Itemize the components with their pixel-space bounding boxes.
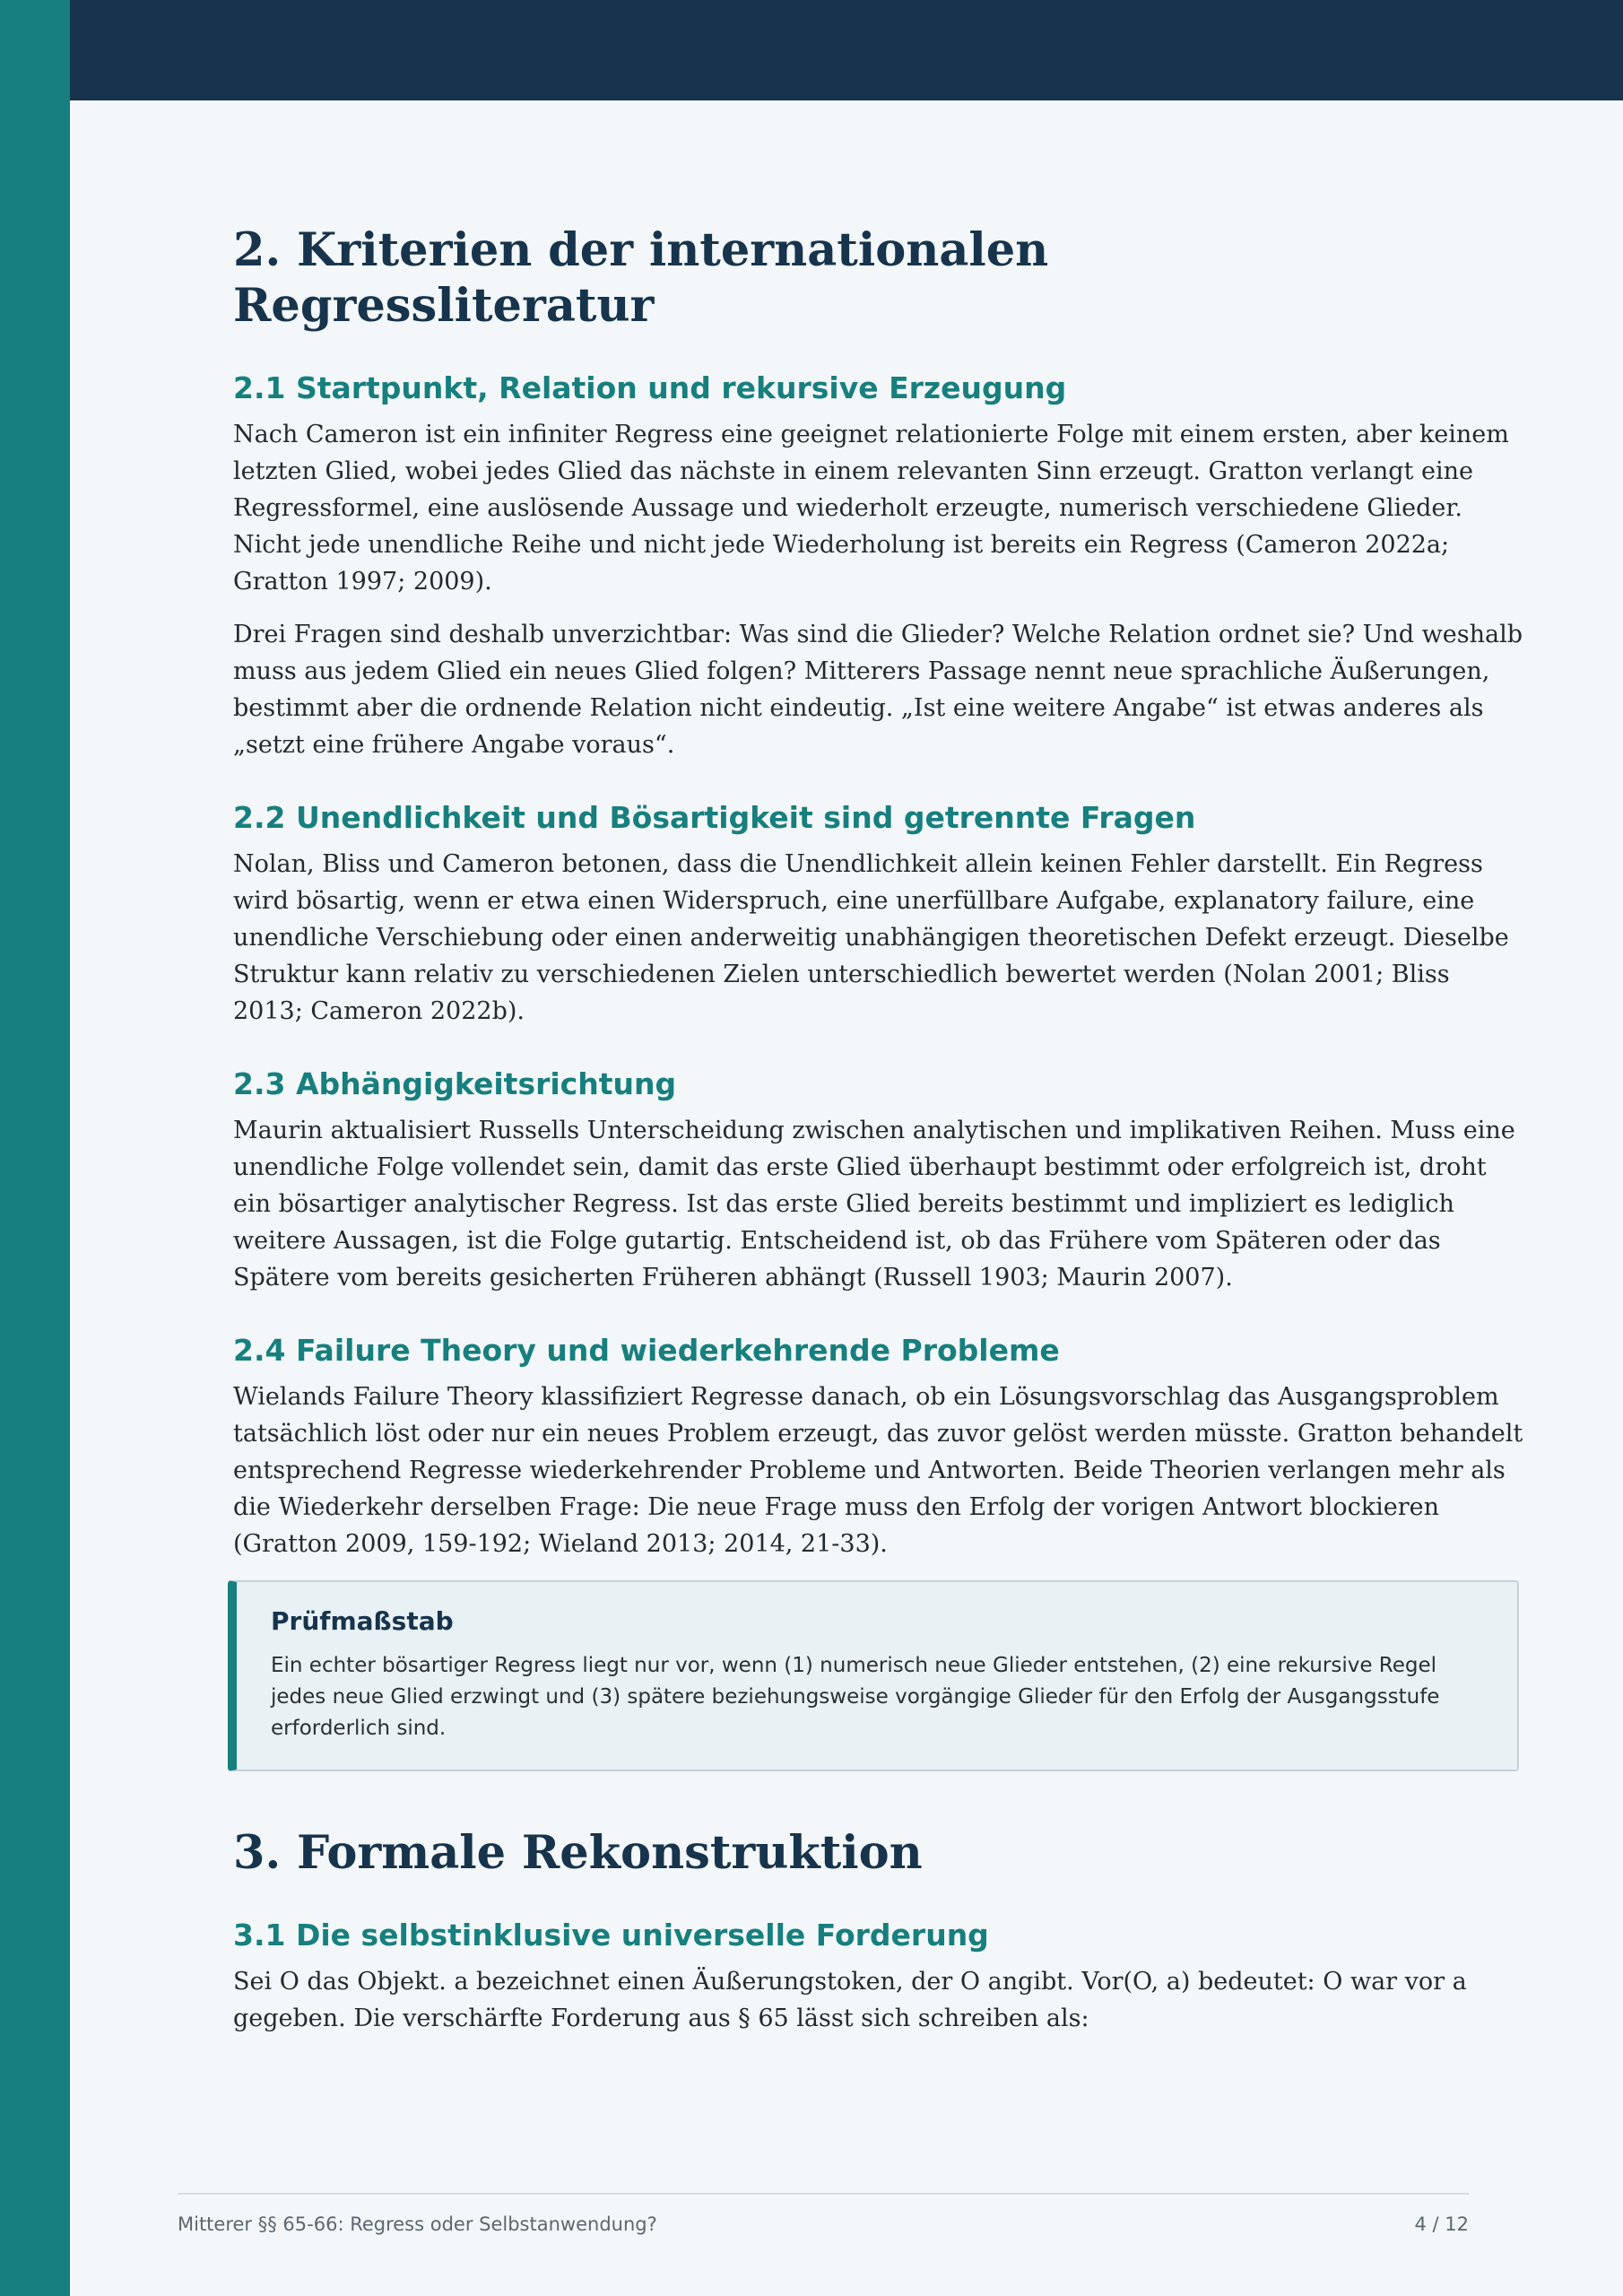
top-header-bar <box>70 0 1623 100</box>
footer-divider <box>178 2193 1469 2195</box>
side-accent-bar <box>0 0 70 2296</box>
subsection-3-1-paragraph-1: Sei O das Objekt. a bezeichnet einen Äußerungstoken, der O angibt. Vor(O, a) bedeutet: O war vor a gegeben. Die verschärfte Forderung aus § 65 lässt sich schreiben als: <box>233 1968 1467 2032</box>
subsection-2-1-heading: 2.1 Startpunkt, Relation und rekursive Erzeugung <box>233 370 1067 405</box>
callout-text: Ein echter bösartiger Regress liegt nur vor, wenn (1) numerisch neue Glieder entstehen, (2) eine rekursive Regel jedes neue Glied erzwingt und (3) spätere beziehungsweise vorgängige Glieder für den Erfolg der Ausgangsstufe erforderlich sind. <box>271 1654 1440 1740</box>
footer-running-title: Mitterer §§ 65-66: Regress oder Selbstanwendung? <box>178 2213 657 2235</box>
callout-title: Prüfmaßstab <box>271 1606 454 1636</box>
subsection-2-1-paragraph-2: Drei Fragen sind deshalb unverzichtbar: Was sind die Glieder? Welche Relation ordnet sie? Und weshalb muss aus jedem Glied ein neues Glied folgen? Mitterers Passage nennt neue sprachliche Äußerungen, bestimmt aber die ordnende Relation nicht eindeutig. „Ist eine weitere Angabe“ ist etwas anderes als „setzt eine frühere Angabe voraus“. <box>233 621 1523 759</box>
section-3-heading: 3. Formale Rekonstruktion <box>233 1826 923 1880</box>
page-content <box>233 222 1524 2053</box>
subsection-2-4-heading: 2.4 Failure Theory und wiederkehrende Probleme <box>233 1333 1060 1368</box>
section-2-heading-line1: 2. Kriterien der internationalen <box>233 223 1049 277</box>
criteria-callout-box <box>228 1580 1519 1771</box>
subsection-3-1-heading: 3.1 Die selbstinklusive universelle Forderung <box>233 1918 989 1952</box>
subsection-2-1-paragraph-1: Nach Cameron ist ein infiniter Regress eine geeignet relationierte Folge mit einem ersten, aber keinem letzten Glied, wobei jedes Glied das nächste in einem relevanten Sinn erzeugt. Gratton verlangt eine Regressformel, eine auslösende Aussage und wiederholt erzeugte, numerisch verschiedene Glieder. Nicht jede unendliche Reihe und nicht jede Wiederholung ist bereits ein Regress (Cameron 2022a; Gratton 1997; 2009). <box>233 421 1509 596</box>
section-2-heading-line2: Regressliteratur <box>233 279 655 333</box>
footer-page-number: 4 / 12 <box>1414 2213 1469 2235</box>
subsection-2-4-paragraph-1: Wielands Failure Theory klassifiziert Regresse danach, ob ein Lösungsvorschlag das Ausgangsproblem tatsächlich löst oder nur ein neues Problem erzeugt, das zuvor gelöst werden müsste. Gratton behandelt entsprechend Regresse wiederkehrender Probleme und Antworten. Beide Theorien verlangen mehr als die Wiederkehr derselben Frage: Die neue Frage muss den Erfolg der vorigen Antwort blockieren (Gratton 2009, 159-192; Wieland 2013; 2014, 21-33). <box>233 1383 1523 1558</box>
subsection-2-3-heading: 2.3 Abhängigkeitsrichtung <box>233 1066 677 1101</box>
section-2-heading <box>233 222 1524 334</box>
subsection-2-2-heading: 2.2 Unendlichkeit und Bösartigkeit sind getrennte Fragen <box>233 800 1196 835</box>
subsection-2-2-paragraph-1: Nolan, Bliss und Cameron betonen, dass die Unendlichkeit allein keinen Fehler darstellt. Ein Regress wird bösartig, wenn er etwa einen Widerspruch, eine unerfüllbare Aufgabe, explanatory failure, eine unendliche Verschiebung oder einen anderweitig unabhängigen theoretischen Defekt erzeugt. Dieselbe Struktur kann relativ zu verschiedenen Zielen unterschiedlich bewertet werden (Nolan 2001; Bliss 2013; Cameron 2022b). <box>233 850 1509 1025</box>
subsection-2-3-paragraph-1: Maurin aktualisiert Russells Unterscheidung zwischen analytischen und implikativen Reihen. Muss eine unendliche Folge vollendet sein, damit das erste Glied überhaupt bestimmt oder erfolgreich ist, droht ein bösartiger analytischer Regress. Ist das erste Glied bereits bestimmt und impliziert es lediglich weitere Aussagen, ist die Folge gutartig. Entscheidend ist, ob das Frühere vom Späteren oder das Spätere vom bereits gesicherten Früheren abhängt (Russell 1903; Maurin 2007). <box>233 1117 1515 1292</box>
